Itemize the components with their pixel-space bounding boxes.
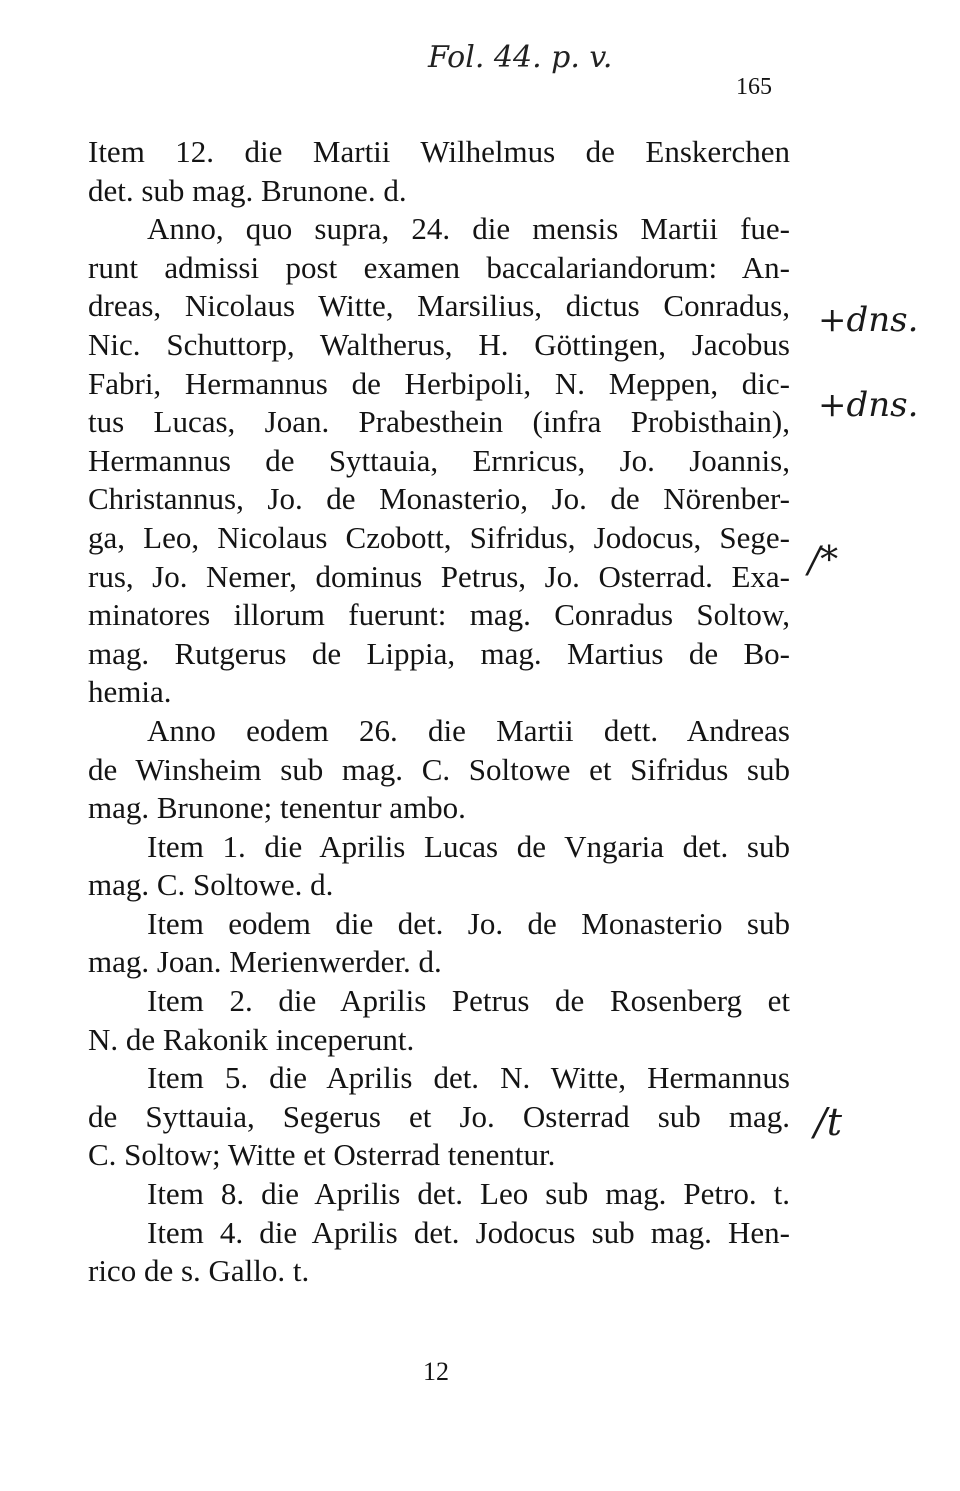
text-line: ga, Leo, Nicolaus Czobott, Sifridus, Jodocus, Sege- [88,519,790,555]
text-line: rus, Jo. Nemer, dominus Petrus, Jo. Osterrad. Exa- [88,558,790,594]
text-line: Fabri, Hermannus de Herbipoli, N. Meppen, dic- [88,365,790,401]
margin-annotation: +dns. [818,300,919,340]
main-text [88,133,790,1291]
page-number: 165 [736,74,772,100]
text-line: Item 8. die Aprilis det. Leo sub mag. Petro. t. [147,1176,790,1212]
text-line: Item 5. die Aprilis det. N. Witte, Hermannus [147,1060,790,1096]
text-line: minatores illorum fuerunt: mag. Conradus Soltow, [88,597,790,633]
text-line: Nic. Schuttorp, Waltherus, H. Göttingen, Jacobus [88,326,790,362]
text-line: Item 1. die Aprilis Lucas de Vngaria det. sub [147,828,790,864]
text-line: det. sub mag. Brunone. d. [88,172,407,208]
text-line: Anno, quo supra, 24. die mensis Martii fue- [147,211,790,247]
text-line: Item eodem die det. Jo. de Monasterio sub [147,905,790,941]
text-line: dreas, Nicolaus Witte, Marsilius, dictus Conradus, [88,288,790,324]
text-line: mag. C. Soltowe. d. [88,867,334,903]
text-line: Item 2. die Aprilis Petrus de Rosenberg et [147,983,790,1019]
text-line: N. de Rakonik inceperunt. [88,1021,415,1057]
text-line: C. Soltow; Witte et Osterrad tenentur. [88,1137,556,1173]
signature-mark: 12 [423,1357,449,1386]
text-line: runt admissi post examen baccalariandorum: An- [88,249,790,285]
text-line: de Syttauia, Segerus et Jo. Osterrad sub mag. [88,1098,790,1134]
text-line: Item 4. die Aprilis det. Jodocus sub mag. Hen- [147,1214,790,1250]
text-line: mag. Joan. Merienwerder. d. [88,944,442,980]
text-line: rico de s. Gallo. t. [88,1253,310,1289]
margin-annotation: /t [814,1100,843,1144]
text-line: hemia. [88,674,172,710]
text-line: tus Lucas, Joan. Prabesthein (infra Probisthain), [88,404,790,440]
text-line: de Winsheim sub mag. C. Soltowe et Sifridus sub [88,751,790,787]
margin-annotation: +dns. [818,385,919,425]
margin-annotation: /* [808,540,839,581]
folio-annotation: Fol. 44. p. v. [428,40,613,75]
text-line: mag. Brunone; tenentur ambo. [88,790,466,826]
text-line: Christannus, Jo. de Monasterio, Jo. de Nörenber- [88,481,790,517]
text-line: Anno eodem 26. die Martii dett. Andreas [147,712,790,748]
text-line: mag. Rutgerus de Lippia, mag. Martius de Bo- [88,635,790,671]
text-line: Item 12. die Martii Wilhelmus de Enskerchen [88,134,790,169]
text-line: Hermannus de Syttauia, Ernricus, Jo. Joannis, [88,442,790,478]
